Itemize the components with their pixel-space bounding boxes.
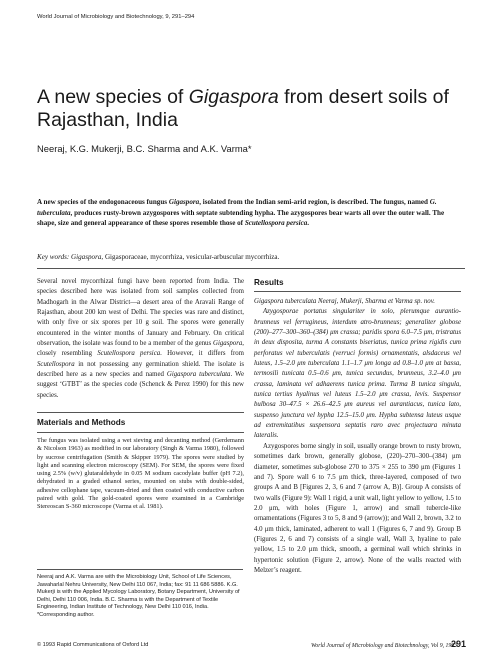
results-heading: Results bbox=[254, 278, 284, 287]
intro-text: , closely resembling bbox=[37, 340, 244, 358]
intro-genus: Gigaspora bbox=[213, 340, 243, 348]
intro-text: . However, it differs from bbox=[160, 350, 245, 358]
abstract-text: A new species of the endogonaceous fungus bbox=[37, 198, 169, 206]
intro-genus: Scutellospora bbox=[37, 360, 75, 368]
title-genus: Gigaspora bbox=[188, 86, 279, 108]
species-name-line: Gigaspora tuberculata Neeraj, Mukerji, Sharma et Varma sp. nov. bbox=[254, 298, 435, 305]
intro-text: in not possessing any germination shield. The isolate is described here as a new species and named bbox=[37, 360, 244, 379]
keywords bbox=[37, 252, 465, 262]
english-description: Azygospores borne singly in soil, usually orange brown to rusty brown, sometimes dark brown, generally globose, (220)–270–300–(384) μm diameter, sometimes sub-globose 270 to 375 × 255 to 390 μm (Figures 1 and 7). Spore wall 6 to 7.5 μm thick, three-layered, composed of two groups A and B [Figures 2, 3, 6 and 7 (arrow A, B)]. Group A consists of two walls (Figure 9): Wall 1 rigid, a unit wall, light yellow to yellow, 1.5 to 2.0 μm, with holes (Figure 1, arrow) and small tubercle-like ornamentations (Figures 3 to 5, 8 and 9 (arrow)); and Wall 2, brown, 3.2 to 4.0 μm thick, laminated, adherent to wall 1 (Figures 6, 7 and 9). Group B (Figures 2, 6 and 7) consists of a single wall, Wall 3, hyaline to pale yellow, 1.5 to 2.0 μm thick, smooth, a germinal wall which shrinks in hypertonic solution (Figure 2, arrow). None of the walls reacted with Melzer’s reagent. bbox=[254, 442, 461, 574]
running-head: World Journal of Microbiology and Biotechnology, 9, 291–294 bbox=[37, 14, 195, 20]
author-list: Neeraj, K.G. Mukerji, B.C. Sharma and A.K. Varma* bbox=[37, 143, 252, 154]
article-title bbox=[37, 86, 467, 132]
title-part: A new species of bbox=[37, 86, 189, 108]
keywords-label: Key words: bbox=[37, 253, 70, 261]
page-number: 291 bbox=[450, 639, 466, 649]
abstract-text: . bbox=[307, 219, 310, 228]
title-part: from desert soils of Rajasthan, India bbox=[37, 86, 449, 131]
abstract-text: , isolated from the Indian semi-arid region, is described. The fungus, named bbox=[199, 198, 430, 206]
abstract-species: Scutellospora persica bbox=[244, 219, 308, 228]
abstract-species: G. tuberculata bbox=[37, 198, 437, 217]
keywords-list: , Gigasporaceae, mycorrhiza, vesicular-arbuscular mycorrhiza. bbox=[101, 253, 280, 261]
divider-rule bbox=[37, 268, 465, 269]
abstract bbox=[37, 197, 465, 229]
intro-text: . We suggest ‘GTBT’ as the species code (Schenck & Perez 1990) for this new species. bbox=[37, 371, 244, 399]
footnote-text: Neeraj and A.K. Varma are with the Microbiology Unit, School of Life Sciences, Jawaharlal Nehru University, New Delhi 110 067, India; fax: 91 11 686 5886. K.G. Mukerji is with the Applied Mycology Laboratory, Botany Department, University of Delhi, Delhi 110 006, India. B.C. Sharma is with the Department of Textile Engineering, Indian Institute of Technology, New Delhi 110 016, India. *Corresponding author. bbox=[37, 574, 240, 618]
copyright-notice: © 1993 Rapid Communications of Oxford Ltd bbox=[37, 642, 149, 648]
author-footnote bbox=[37, 574, 243, 620]
intro-text: Several novel mycorrhizal fungi have been reported from India. The species described here was isolated from soil samples collected from Madhogarh in the Alwar District—a desert area of the Aravali Range of Rajasthan, about 200 km west of Delhi. The species was rare and distinct, with only five or six spores per 10 g soil. The spores were generally encountered in the winter months of January and February. On critical observation, the isolate was found to be a member of the genus bbox=[37, 278, 244, 348]
methods-heading: Materials and Methods bbox=[37, 418, 126, 428]
abstract-text: , produces rusty-brown azygospores with septate subtending hypha. The azygospores bear warts all over the outer wall. The shape, size and general appearance of these spores resemble those of bbox=[37, 208, 445, 228]
abstract-genus: Gigaspora bbox=[168, 198, 200, 206]
methods-paragraph: The fungus was isolated using a wet sieving and decanting method (Gerdemann & Nicolson 1963) as modified in our laboratory (Singh & Varma 1980), followed by sucrose centrifugation (Smith & Skipper 1979). The spores were studied by light and scanning electron microscopy (SEM). For SEM, the spores were fixed using 2.5% (w/v) glutaraldehyde in 0.05 M sodium cacodylate buffer (pH 7.2), dehydrated in a graded ethanol series, mounted on stubs with double-sided, adhesive cellophane tape, vacuum-dried and then coated with conductive carbon paired with gold. The gold-coated spores were examined in a Cambridge Stereoscan S-360 microscope (Varma et al. 1981). bbox=[37, 437, 244, 511]
footnote-rule bbox=[37, 569, 243, 570]
latin-diagnosis: Azygosporae portatus singulariter in solo, plerumque aurantio-brunneus vel ferrugineus, interdum atro-brunneus; generaliter globose (200)–277–300–360–(384) μm crassa; paridis spora 6.0–7.5 μm, tristratus in deux disposita, turma A constants biseriatus, tunica prima rigidis cum perforatus vel tuberculatis (verruci formis) ornamentatis, alsdaceus vel luteus, 1.5–2.0 μm tuberculata 1.1–1.7 μm longa ad 0.8–1.0 μm at bassa, termosili tunicata 0.5–0.6 μm, tunica secundus, brunneus, 3.2–4.0 μm crassa, laminata vel adhaerens tunica prima. Turma B tunica singula, tunica tertius hyalinus vel luteus 1.5–2.0 μm crassa, levis. Suspensor bulbosa 30–47.5 × 26.6–42.5 μm aureus vel aurantiacus, tunica lato, suspenso junctura vel hypha 12.5–15.0 μm. Hypha subtensa luteus usque ad extremitatibus suspensora septatis raro avec projectuara minuta lateralis. bbox=[254, 308, 461, 440]
footer-journal: World Journal of Microbiology and Biotechnology, Vol 9, 1993 bbox=[311, 643, 458, 649]
intro-species: Scutellospora persica bbox=[97, 350, 161, 358]
right-column bbox=[254, 277, 461, 576]
intro-paragraph bbox=[37, 277, 244, 401]
left-column bbox=[37, 277, 244, 511]
intro-species: Gigaspora tuberculata bbox=[166, 371, 231, 379]
keywords-genus: Gigaspora bbox=[71, 253, 102, 261]
